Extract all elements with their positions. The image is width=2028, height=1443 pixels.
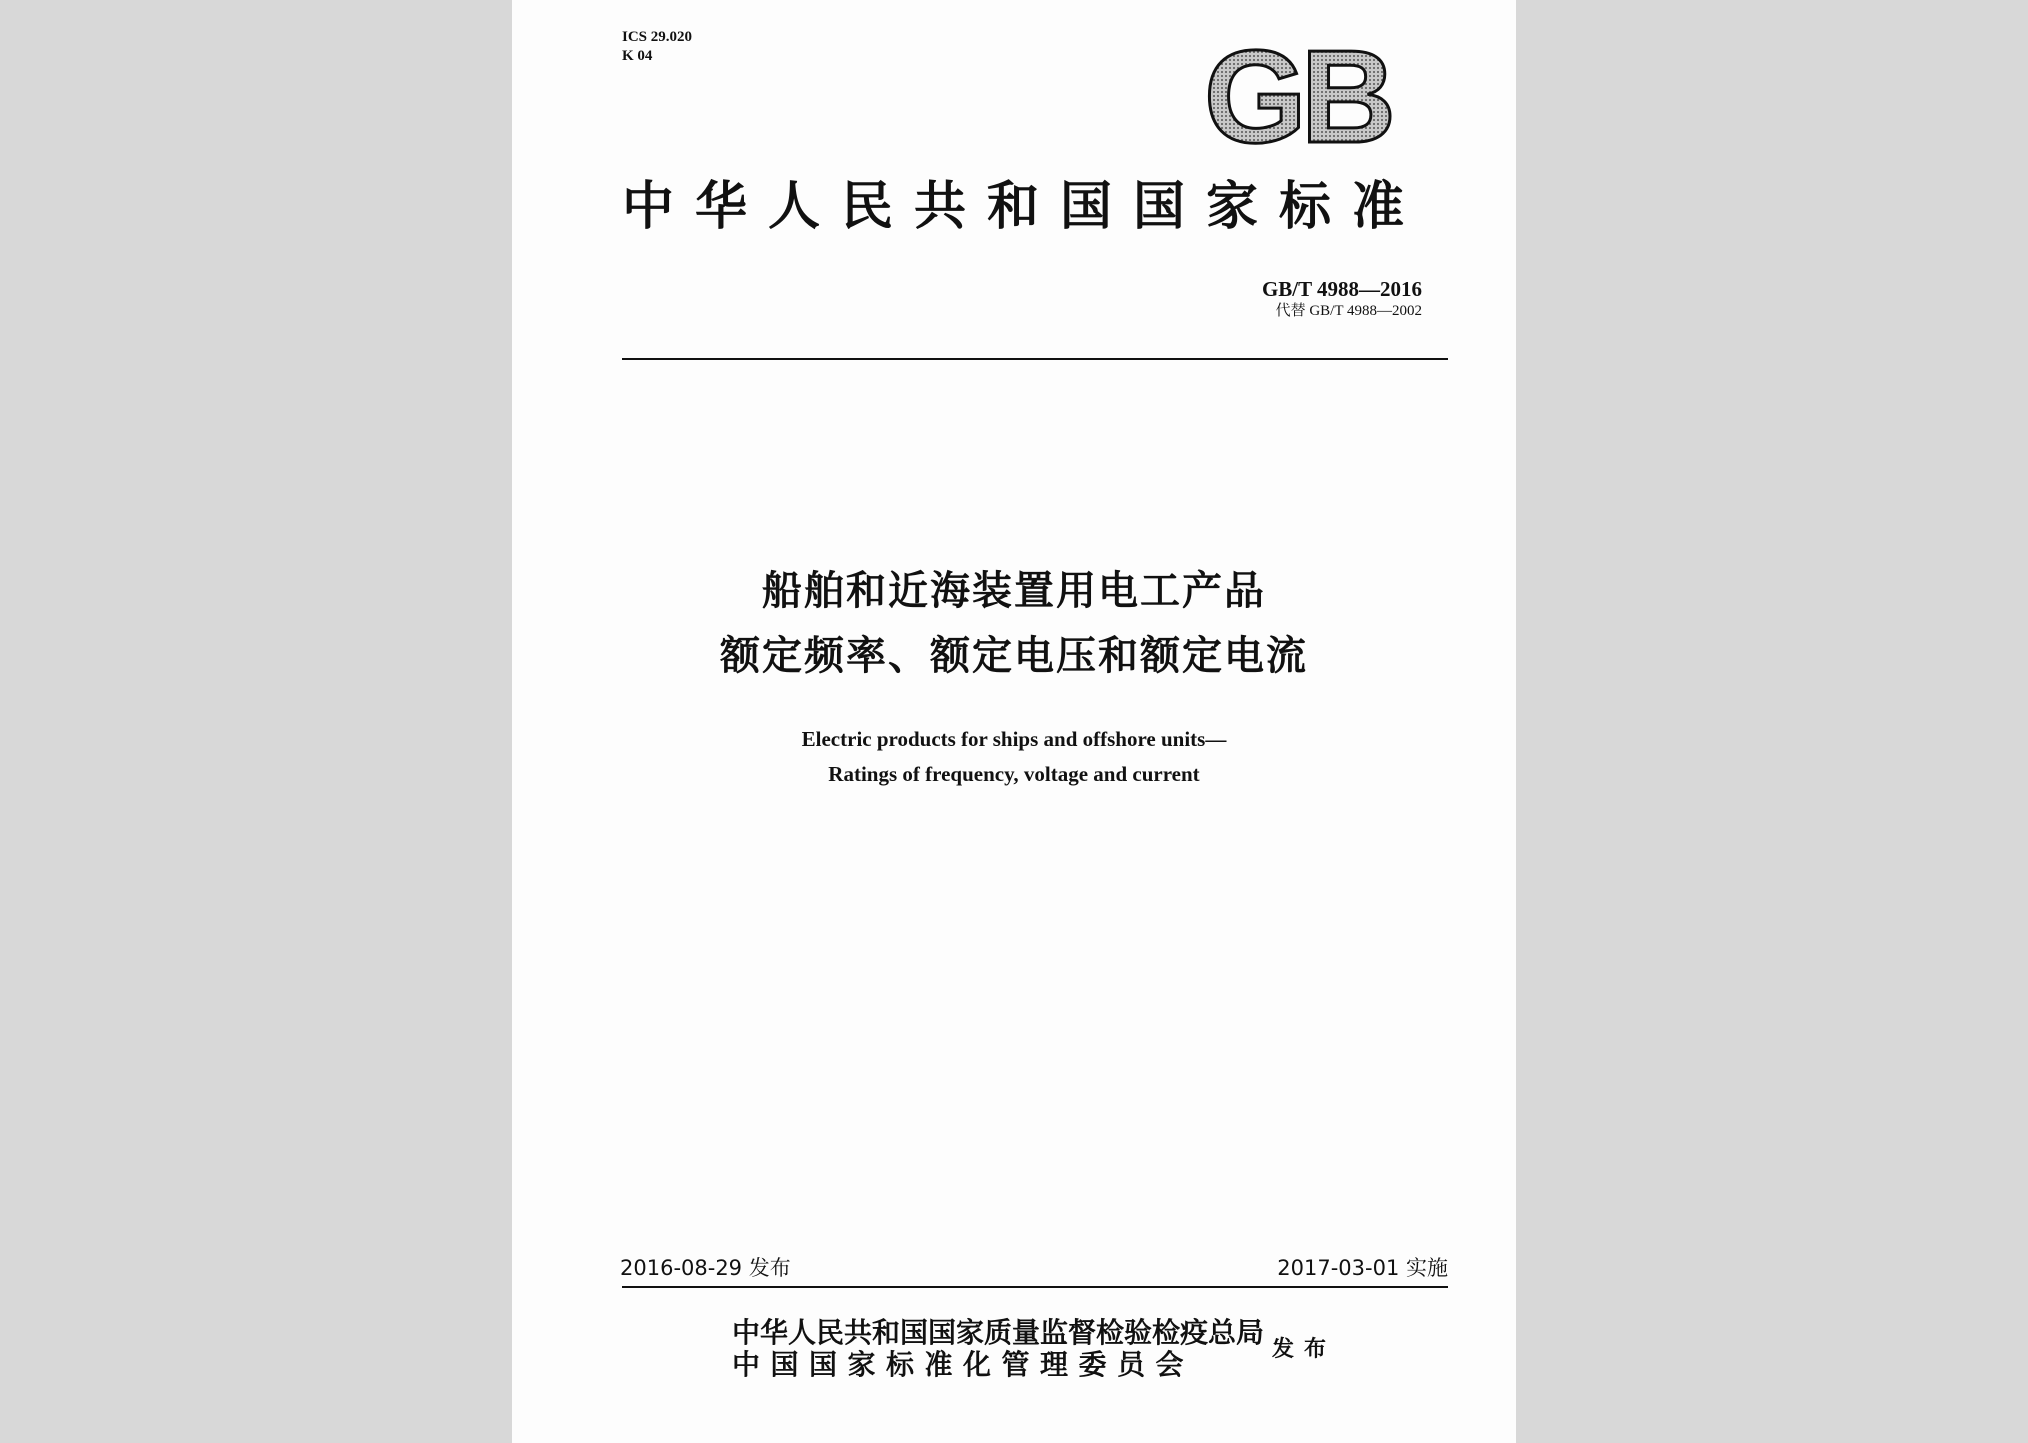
- issue-verb: 发布: [1272, 1336, 1337, 1361]
- english-title-line-1: Electric products for ships and offshore units—: [801, 727, 1227, 751]
- standard-number: GB/T 4988—2016: [1261, 277, 1422, 301]
- ics-code: ICS 29.020: [622, 29, 693, 45]
- issuer-line-1: 中华人民共和国国家质量监督检验检疫总局: [732, 1318, 1265, 1349]
- standard-type-heading: 中华人民共和国国家标准: [622, 179, 1426, 236]
- implementation-date: 2017-03-01 实施: [1277, 1256, 1448, 1280]
- issue-date: 2016-08-29 发布: [620, 1256, 791, 1280]
- ccs-code: K 04: [622, 48, 653, 64]
- chinese-title-line-2: 额定频率、额定电压和额定电流: [720, 633, 1308, 679]
- footer-divider: [622, 1286, 1448, 1288]
- replaces-standard: 代替 GB/T 4988—2002: [1275, 303, 1422, 319]
- english-title-line-2: Ratings of frequency, voltage and current: [828, 762, 1200, 786]
- chinese-title-line-1: 船舶和近海装置用电工产品: [762, 568, 1266, 614]
- classification-codes: [622, 28, 692, 66]
- gb-logo: [1192, 38, 1402, 153]
- header-divider: [622, 358, 1448, 360]
- document-page: [512, 0, 1516, 1443]
- issuer-line-2: 中国国家标准化管理委员会: [732, 1350, 1195, 1381]
- gb-logo-lettering: GB: [1204, 38, 1390, 153]
